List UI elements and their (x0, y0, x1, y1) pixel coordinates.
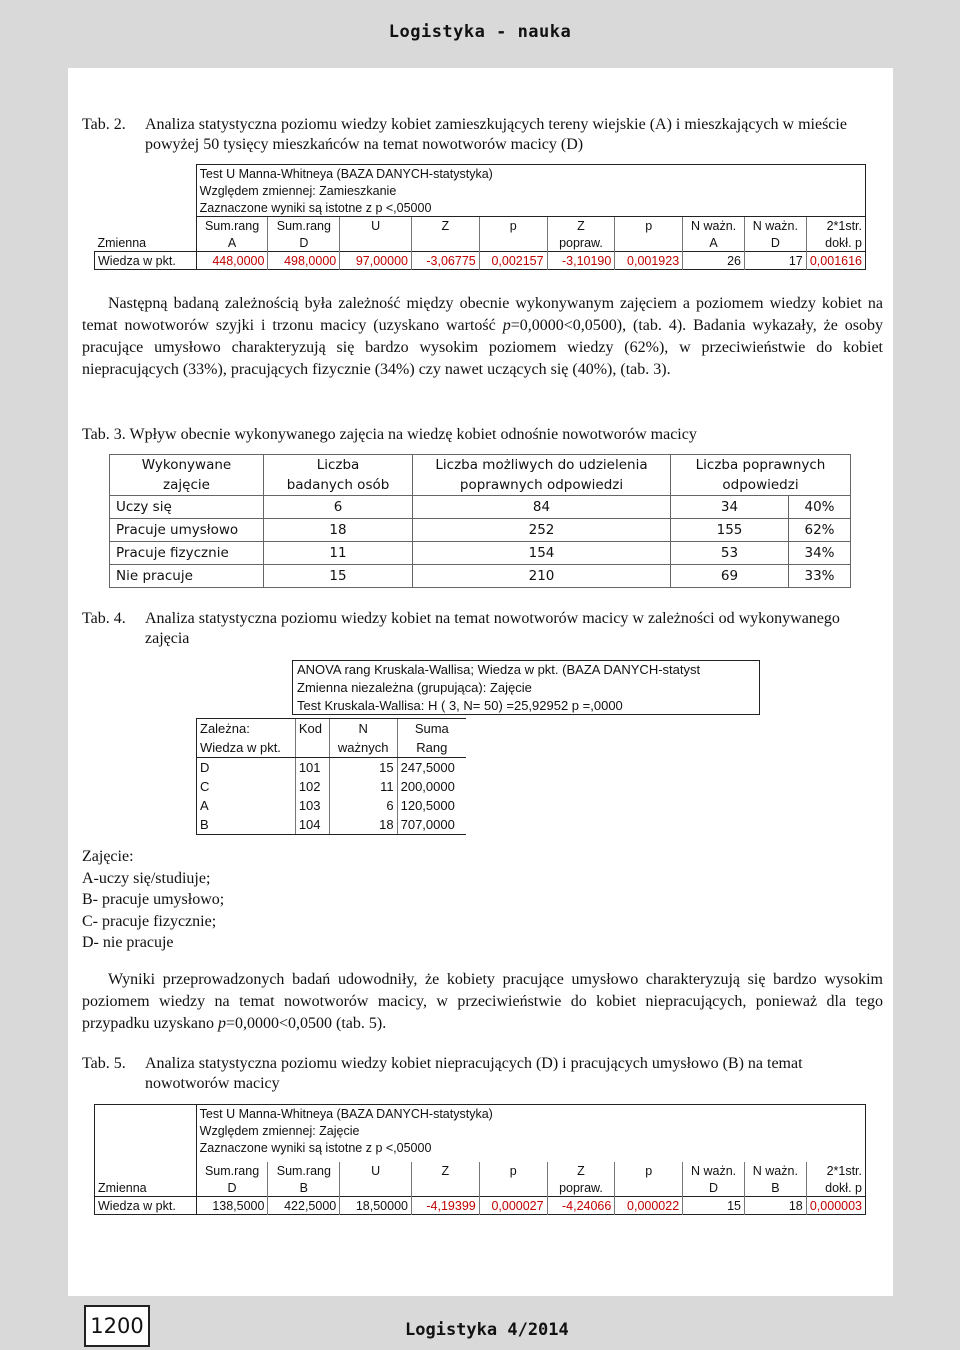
tab5-table (94, 1104, 866, 1215)
page-sheet (68, 68, 893, 1296)
table-row: C 102 11 200,0000 (197, 777, 467, 796)
tab4-header-row-2: Wiedza w pkt. ważnych Rang (197, 738, 467, 758)
tab2-info2: Względem zmiennej: Zamieszkanie (196, 182, 865, 199)
tab5-header-row-1: Sum.rang Sum.rang U Z p Z p N ważn. N ważn. 2*1str. (95, 1162, 866, 1179)
page-number: 1200 (84, 1305, 150, 1347)
paragraph-1: Następną badaną zależnością była zależność między obecnie wykonywanym zajęciem a poziomem wiedzy kobiet na temat nowotworów szyjki i trzonu macicy (uzyskano wartość p=0,0000<0,0500), (tab. 4). Badania wykazały, że osoby pracujące umysłowo charakteryzują się bardzo wysokim poziomem wiedzy (62%), w przeciwieństwie do kobiet niepracujących (33%), pracujących fizycznie (34%) czy nawet uczących się (40%), (tab. 3). (82, 295, 883, 378)
tab5-info3: Zaznaczone wyniki są istotne z p <,05000 (196, 1139, 865, 1156)
table-row: Pracuje fizycznie 11 154 53 34% (110, 542, 851, 565)
tab4-table (196, 718, 466, 835)
tab5-info2: Względem zmiennej: Zajęcie (196, 1122, 865, 1139)
tab2-label: Tab. 2. (82, 116, 126, 133)
table-row: D 101 15 247,5000 (197, 758, 467, 778)
tab3-header-row-2: zajęcie badanych osób poprawnych odpowiedzi odpowiedzi (110, 475, 851, 496)
tab5-header-row-2: Zmienna D B popraw. D B dokł. p (95, 1179, 866, 1197)
tab3-title: Wpływ obecnie wykonywanego zajęcia na wiedzę kobiet odnośnie nowotworów macicy (129, 426, 697, 443)
tab2-table (94, 164, 866, 270)
tab3-caption (82, 425, 882, 445)
tab4-caption (82, 609, 882, 649)
occupation-legend: Zajęcie: A-uczy się/studiuje; B- pracuje umysłowo; C- pracuje fizycznie; D- nie pracuje (82, 848, 225, 951)
tab5-title: Analiza statystyczna poziomu wiedzy kobiet niepracujących (D) i pracujących umysłowo (B) na temat nowotworów macicy (145, 1055, 803, 1092)
table-row: Pracuje umysłowo 18 252 155 62% (110, 519, 851, 542)
tab5-info1: Test U Manna-Whitneya (BAZA DANYCH-statystyka) (196, 1105, 865, 1123)
paragraph-2: Wyniki przeprowadzonych badań udowodniły, że kobiety pracujące umysłowo charakteryzują się bardzo wysokim poziomem wiedzy na temat nowotworów macicy, w przeciwieństwie do kobiet niepracujących, ponieważ dla tego przypadku uzyskano p=0,0000<0,0500 (tab. 5). (82, 971, 883, 1032)
tab2-title: Analiza statystyczna poziomu wiedzy kobiet zamieszkujących tereny wiejskie (A) i mieszkających w mieście powyżej 50 tysięcy mieszkańców na temat nowotworów macicy (D) (145, 116, 847, 153)
tab4-title: Analiza statystyczna poziomu wiedzy kobiet na temat nowotworów macicy w zależności od wykonywanego zajęcia (145, 610, 840, 647)
running-footer: Logistyka 4/2014 (405, 1320, 569, 1340)
table-row: A 103 6 120,5000 (197, 796, 467, 815)
tab3-header-row-1: Wykonywane Liczba Liczba możliwych do udzielenia Liczba poprawnych (110, 455, 851, 476)
tab2-header-row-1: Sum.rang Sum.rang U Z p Z p N ważn. N ważn. 2*1str. (95, 217, 866, 235)
tab5-label: Tab. 5. (82, 1055, 126, 1072)
table-row: Uczy się 6 84 34 40% (110, 496, 851, 519)
tab2-info1: Test U Manna-Whitneya (BAZA DANYCH-statystyka) (196, 165, 865, 183)
tab2-data-row: Wiedza w pkt. 448,0000 498,0000 97,00000 -3,06775 0,002157 -3,10190 0,001923 26 17 0,001616 (95, 252, 866, 270)
tab3-label: Tab. 3. (82, 426, 126, 443)
tab4-info-box: ANOVA rang Kruskala-Wallisa; Wiedza w pkt. (BAZA DANYCH-statyst Zmienna niezależna (grupująca): Zajęcie Test Kruskala-Wallisa: H ( 3, N= 50) =25,92952 p =,0000 (292, 660, 760, 715)
running-header: Logistyka - nauka (388, 22, 572, 42)
table-row: Nie pracuje 15 210 69 33% (110, 565, 851, 588)
tab2-header-row-2: Zmienna A D popraw. A D dokł. p (95, 234, 866, 252)
table-row: B 104 18 707,0000 (197, 815, 467, 835)
tab2-caption (82, 115, 882, 155)
tab4-header-row-1: Zależna: Kod N Suma (197, 719, 467, 739)
tab5-data-row: Wiedza w pkt. 138,5000 422,5000 18,50000 -4,19399 0,000027 -4,24066 0,000022 15 18 0,000003 (95, 1197, 866, 1215)
tab4-label: Tab. 4. (82, 610, 126, 627)
tab5-caption (82, 1054, 882, 1094)
tab2-info3: Zaznaczone wyniki są istotne z p <,05000 (196, 199, 865, 217)
tab3-table (109, 454, 851, 588)
